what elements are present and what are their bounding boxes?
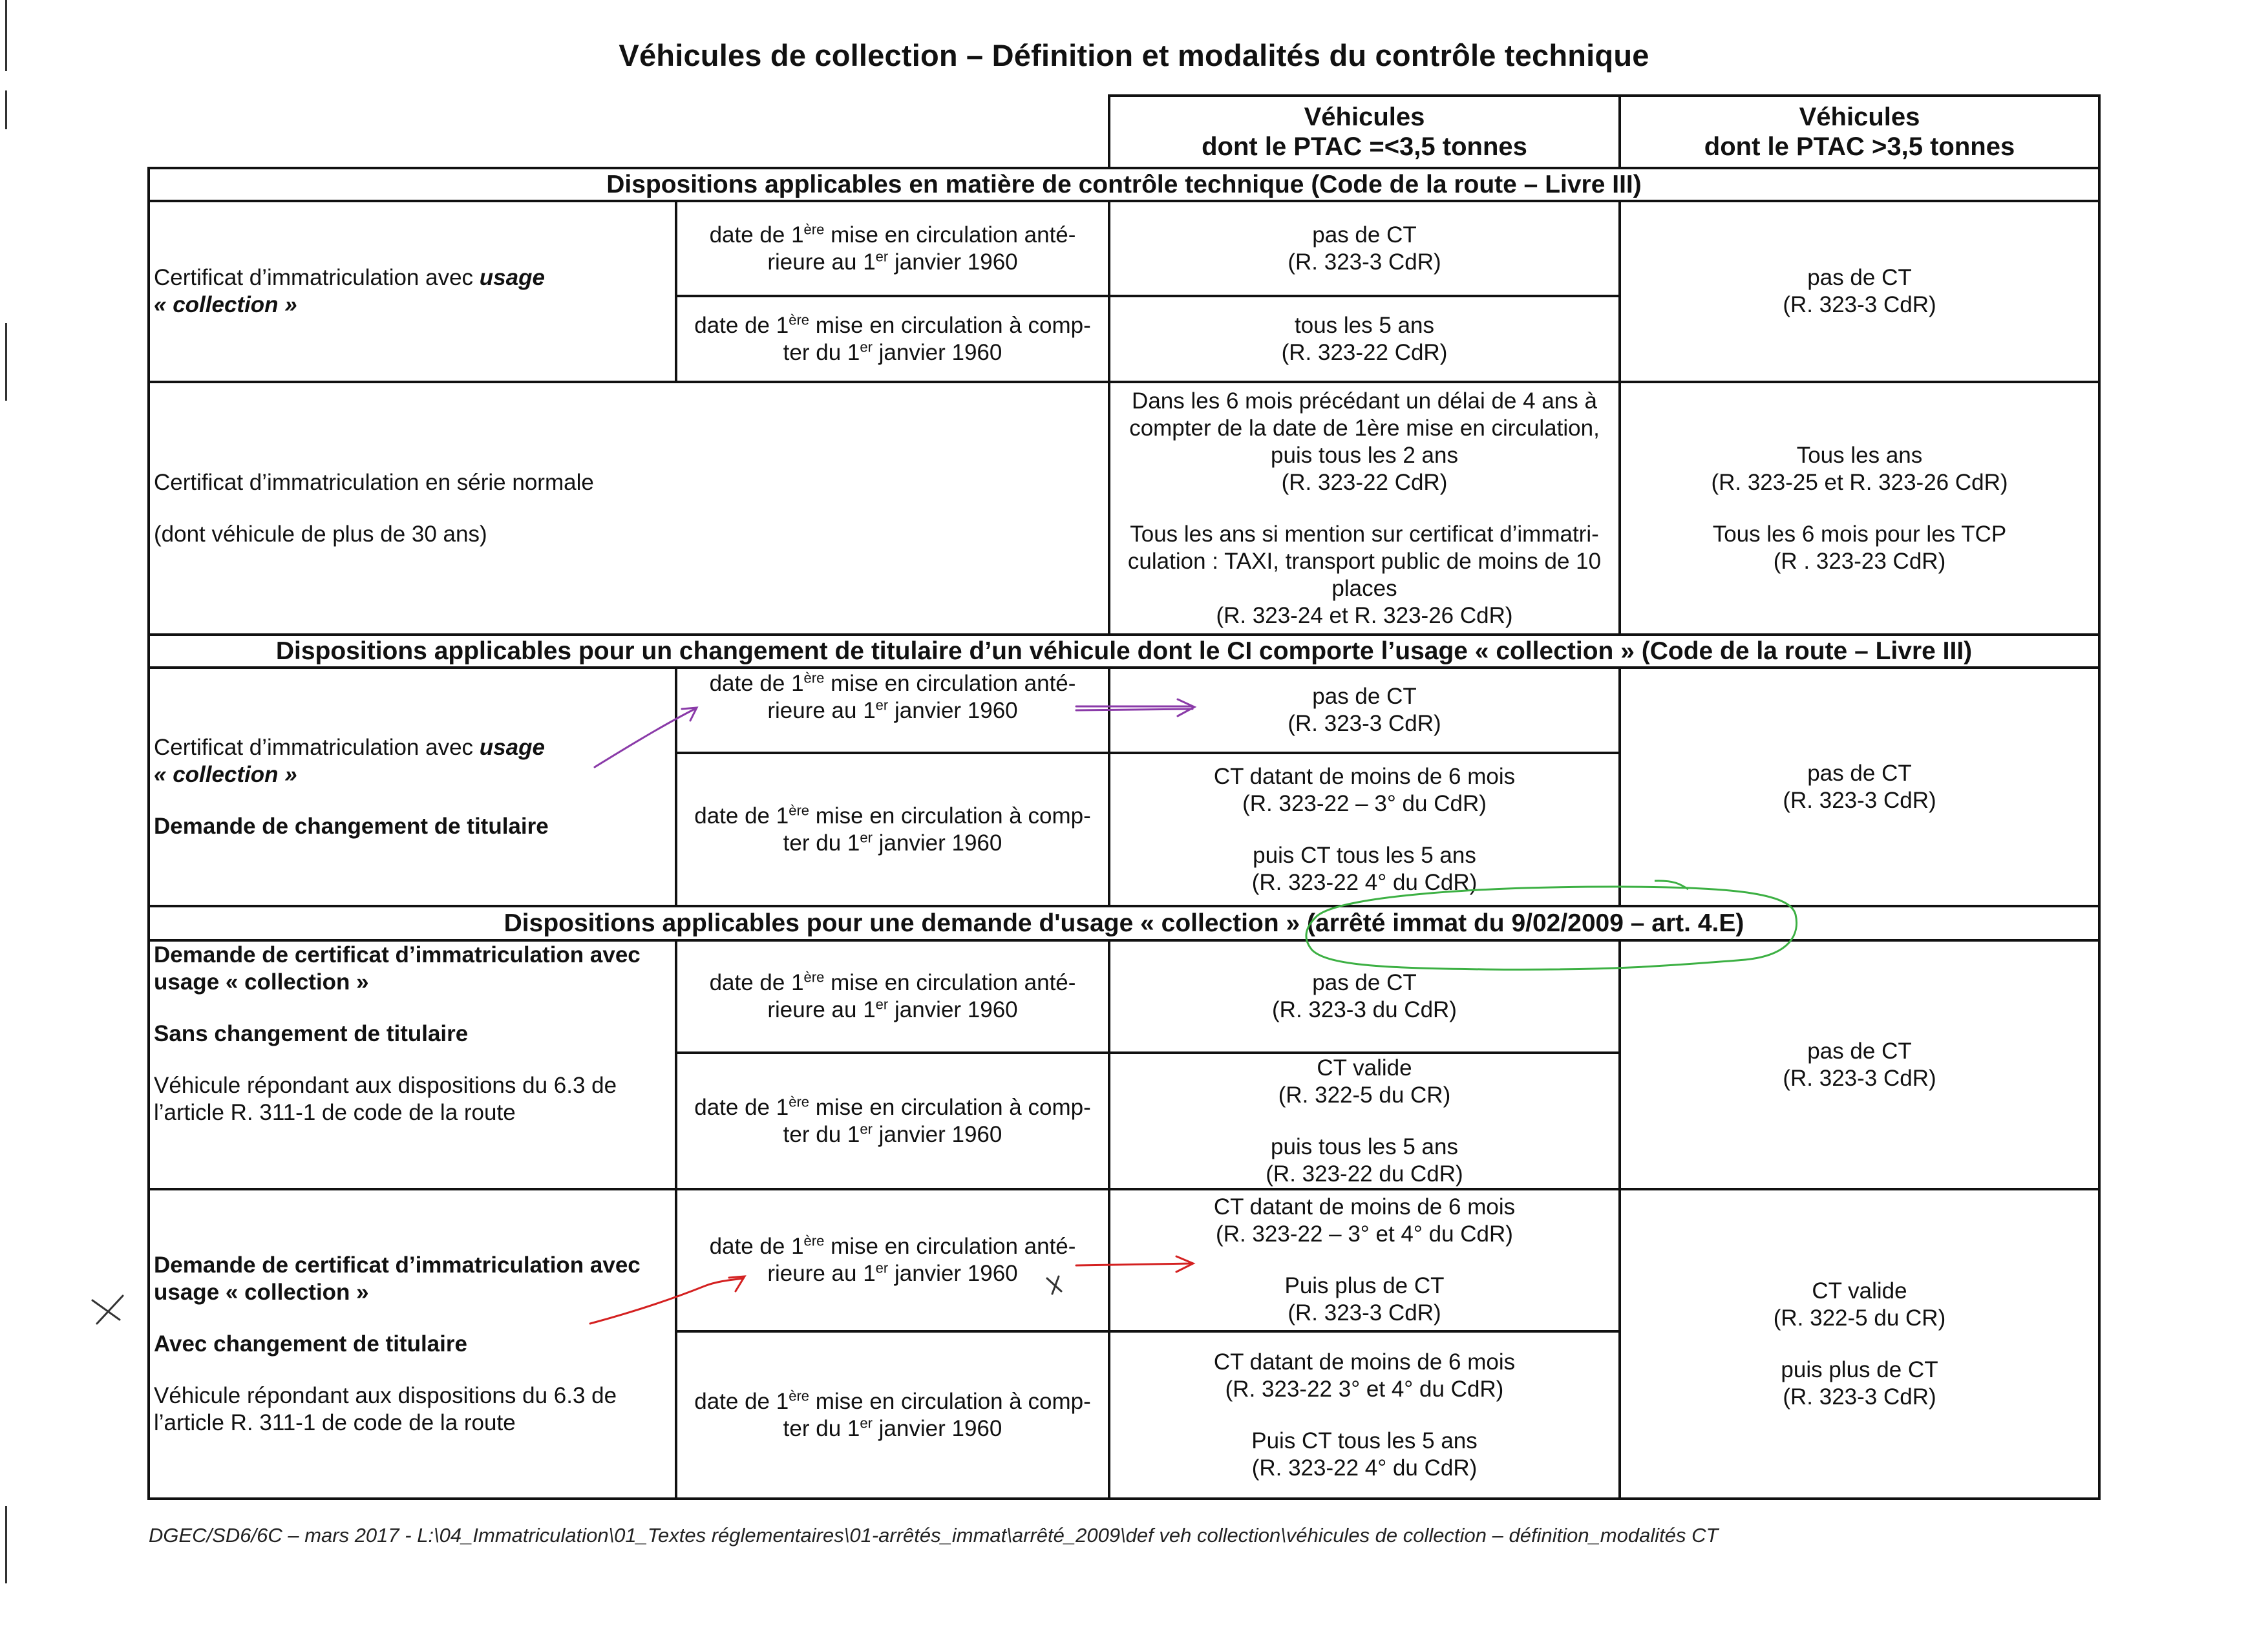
date-sup: ère (803, 969, 825, 986)
rule-line: puis CT tous les 5 ans (1253, 842, 1476, 868)
date-text: date de 1 (694, 803, 789, 829)
label-line: Véhicule répondant aux dispositions du 6.3 de (154, 1073, 617, 1098)
spacer (154, 1358, 675, 1382)
rule-cell (1621, 942, 2098, 1188)
date-line (694, 1388, 1091, 1415)
rule-line: Dans les 6 mois précédant un délai de 4 ans à (1132, 388, 1597, 414)
spacer (154, 996, 675, 1020)
rule-line: (R. 322-5 du CR) (1773, 1305, 1946, 1331)
date-text: rieure au 1 (767, 997, 876, 1022)
date-text: rieure au 1 (767, 249, 876, 275)
header-light-vehicles (1110, 97, 1618, 167)
rule-line: (R. 323-22 4° du CdR) (1251, 1455, 1478, 1481)
date-text: date de 1 (709, 222, 804, 248)
date-text: rieure au 1 (767, 1261, 876, 1286)
label-line: Avec changement de titulaire (154, 1331, 467, 1357)
label-line: (dont véhicule de plus de 30 ans) (154, 521, 487, 547)
rule-line: (R. 323-3 CdR) (1783, 1065, 1936, 1091)
date-sup: er (860, 1414, 873, 1431)
section-heading: Dispositions applicables en matière de contrôle technique (Code de la route – Livre III) (606, 170, 1642, 198)
date-sup: ère (789, 1093, 810, 1110)
date-sup: er (860, 1120, 873, 1137)
date-text: mise en circulation anté- (824, 1234, 1076, 1259)
page-title: Véhicules de collection – Définition et modalités du contrôle technique (619, 38, 1649, 72)
row-label (150, 202, 675, 381)
rule-line: CT valide (1812, 1278, 1907, 1304)
rule-line: (R. 323-22 CdR) (1281, 469, 1448, 495)
rule-line: pas de CT (1312, 222, 1417, 248)
label-emphasis: « collection » (154, 761, 297, 787)
date-before-1960 (677, 669, 1108, 752)
label-line (154, 734, 675, 761)
rule-line: CT valide (1317, 1055, 1412, 1081)
scan-margin-mark (5, 1506, 7, 1583)
footer-path: DGEC/SD6/6C – mars 2017 - L:\04_Immatriculation\01_Textes réglementaires\01-arrêtés_immat\arrêté_2009\def veh collection\véhicules de collection – définition_modalités CT (149, 1524, 1719, 1547)
date-sup: er (875, 248, 889, 264)
date-text: ter du 1 (783, 1415, 860, 1441)
row-label (150, 383, 1101, 633)
date-text: janvier 1960 (872, 1415, 1002, 1441)
rule-line: (R. 323-3 CdR) (1783, 787, 1936, 813)
rule-line: (R. 323-3 CdR) (1288, 711, 1441, 736)
rule-cell (1621, 1190, 2098, 1497)
scan-margin-mark (5, 0, 7, 71)
date-text: janvier 1960 (888, 249, 1018, 275)
date-text: mise en circulation à comp- (809, 1388, 1091, 1414)
date-before-1960 (677, 942, 1108, 1051)
date-line (710, 670, 1076, 697)
date-text: ter du 1 (783, 339, 860, 365)
date-text: mise en circulation anté- (824, 222, 1076, 248)
date-sup: er (860, 338, 873, 355)
section-heading: Dispositions applicables pour un changement de titulaire d’un véhicule dont le CI comporte l’usage « collection » (Code de la route – Livre III) (275, 637, 1973, 665)
date-text: ter du 1 (783, 1121, 860, 1147)
rule-line: puis tous les 2 ans (1271, 442, 1458, 468)
label-line: l’article R. 311-1 de code de la route (154, 1410, 516, 1435)
date-text: janvier 1960 (872, 339, 1002, 365)
row-label (150, 942, 675, 1188)
rule-line: pas de CT (1807, 760, 1912, 786)
date-text: janvier 1960 (872, 1121, 1002, 1147)
date-line (694, 1094, 1091, 1121)
date-line (694, 803, 1091, 830)
rule-line: Puis CT tous les 5 ans (1251, 1428, 1478, 1453)
date-after-1960 (677, 297, 1108, 381)
rule-line: CT datant de moins de 6 mois (1213, 1194, 1516, 1220)
rule-line: (R. 323-22 3° et 4° du CdR) (1225, 1376, 1504, 1402)
date-sup: ère (789, 801, 810, 818)
rule-cell (1621, 669, 2098, 905)
rule-line: (R. 323-3 CdR) (1783, 292, 1936, 317)
rule-line: CT datant de moins de 6 mois (1213, 763, 1516, 789)
rule-cell (1110, 1333, 1618, 1497)
label-emphasis: « collection » (154, 292, 297, 317)
rule-line: (R. 323-22 4° du CdR) (1251, 869, 1478, 895)
date-after-1960 (677, 754, 1108, 905)
rule-line: tous les 5 ans (1295, 312, 1434, 338)
date-text: date de 1 (709, 970, 804, 995)
rule-line: puis plus de CT (1781, 1357, 1938, 1382)
date-line (767, 697, 1017, 724)
rule-cell (1110, 297, 1618, 381)
scan-margin-mark (5, 323, 7, 401)
rule-cell (1621, 202, 2098, 381)
rule-line: (R. 323-3 CdR) (1288, 1300, 1441, 1326)
rule-line: (R. 323-22 CdR) (1281, 339, 1448, 365)
rule-line: compter de la date de 1ère mise en circulation, (1129, 415, 1600, 441)
rule-cell (1110, 942, 1618, 1051)
rule-cell (1110, 754, 1618, 905)
grid-line (2098, 94, 2101, 1500)
header-heavy-line: Véhicules (1799, 103, 1920, 131)
spacer (154, 1048, 675, 1072)
header-heavy-line: dont le PTAC >3,5 tonnes (1704, 132, 2015, 161)
date-sup: er (875, 1260, 889, 1276)
date-after-1960 (677, 1054, 1108, 1188)
rule-line: (R. 323-22 – 3° et 4° du CdR) (1216, 1221, 1513, 1247)
grid-line (147, 1497, 2101, 1500)
rule-cell (1110, 1054, 1618, 1188)
rule-cell (1110, 202, 1618, 295)
header-heavy-vehicles (1621, 97, 2098, 167)
date-line (783, 1415, 1002, 1442)
rule-line: Tous les 6 mois pour les TCP (1712, 521, 2007, 547)
date-text: janvier 1960 (888, 997, 1018, 1022)
label-line: Certificat d’immatriculation en série normale (154, 469, 594, 495)
date-text: janvier 1960 (872, 830, 1002, 856)
rule-line: (R. 322-5 du CR) (1278, 1082, 1451, 1108)
label-line: usage « collection » (154, 1279, 369, 1305)
date-text: ter du 1 (783, 830, 860, 856)
date-line (710, 1233, 1076, 1260)
date-line (767, 249, 1017, 276)
label-line: Demande de changement de titulaire (154, 813, 549, 839)
rule-line: pas de CT (1807, 265, 1912, 290)
date-sup: ère (803, 670, 825, 686)
date-text: mise en circulation anté- (824, 970, 1076, 995)
rule-cell (1621, 383, 2098, 633)
rule-line: pas de CT (1312, 684, 1417, 709)
rule-cell (1110, 669, 1618, 752)
rule-line: Puis plus de CT (1284, 1273, 1445, 1298)
date-text: date de 1 (694, 1388, 789, 1414)
date-line (710, 222, 1076, 249)
date-sup: ère (789, 1387, 810, 1404)
row-label (150, 669, 675, 905)
section-heading: Dispositions applicables pour une demande d'usage « collection » (arrêté immat du 9/02/2009 – art. 4.E) (503, 909, 1744, 937)
label-line (154, 264, 675, 291)
date-line (783, 830, 1002, 857)
spacer (154, 788, 675, 813)
date-line (710, 969, 1076, 997)
rule-line: puis tous les 5 ans (1271, 1134, 1458, 1159)
spacer (154, 1306, 675, 1331)
date-after-1960 (677, 1333, 1108, 1497)
label-line: Véhicule répondant aux dispositions du 6.3 de (154, 1382, 617, 1408)
date-text: janvier 1960 (888, 1261, 1018, 1286)
date-sup: ère (789, 311, 810, 328)
rule-line: (R. 323-3 CdR) (1783, 1384, 1936, 1410)
date-sup: er (875, 996, 889, 1013)
rule-cell (1110, 1190, 1618, 1330)
date-before-1960 (677, 202, 1108, 295)
date-text: mise en circulation à comp- (809, 312, 1091, 338)
date-text: date de 1 (694, 1094, 789, 1120)
date-line (767, 1260, 1017, 1287)
rule-line: (R. 323-24 et R. 323-26 CdR) (1216, 602, 1513, 628)
rule-line: pas de CT (1807, 1038, 1912, 1064)
rule-line: pas de CT (1312, 970, 1417, 995)
date-before-1960 (677, 1190, 1108, 1330)
label-line: Sans changement de titulaire (154, 1021, 469, 1046)
date-line (783, 339, 1002, 366)
date-text: mise en circulation anté- (824, 671, 1076, 696)
date-text: date de 1 (709, 671, 804, 696)
date-text: date de 1 (709, 1234, 804, 1259)
rule-line: (R . 323-23 CdR) (1773, 548, 1946, 574)
rule-line: Tous les ans (1796, 442, 1923, 468)
label-text: Certificat d’immatriculation avec (154, 265, 480, 290)
rule-cell (1110, 383, 1618, 633)
rule-line: (R. 323-3 du CdR) (1272, 997, 1457, 1022)
label-line: usage « collection » (154, 969, 369, 995)
header-light-line: Véhicules (1304, 103, 1425, 131)
rule-line: (R. 323-25 et R. 323-26 CdR) (1711, 469, 2008, 495)
scan-margin-mark (5, 90, 7, 129)
spacer (154, 496, 1101, 521)
date-sup: er (875, 697, 889, 713)
date-text: mise en circulation à comp- (809, 803, 1091, 829)
rule-line: places (1331, 575, 1397, 601)
rule-line: culation : TAXI, transport public de moins de 10 (1127, 548, 1602, 574)
date-sup: ère (803, 220, 825, 237)
rule-line: (R. 323-22 du CdR) (1266, 1161, 1463, 1187)
date-text: rieure au 1 (767, 698, 876, 723)
rule-line: (R. 323-3 CdR) (1288, 249, 1441, 275)
header-light-line: dont le PTAC =<3,5 tonnes (1202, 132, 1527, 161)
date-text: date de 1 (694, 312, 789, 338)
row-label (150, 1190, 675, 1497)
rule-line: CT datant de moins de 6 mois (1213, 1349, 1516, 1375)
label-emphasis: usage (479, 265, 545, 290)
date-line (767, 997, 1017, 1024)
date-sup: er (860, 829, 873, 845)
label-text: Certificat d’immatriculation avec (154, 734, 480, 760)
label-line: Demande de certificat d’immatriculation avec (154, 1252, 641, 1278)
date-text: mise en circulation à comp- (809, 1094, 1091, 1120)
date-sup: ère (803, 1232, 825, 1249)
rule-line: Tous les ans si mention sur certificat d’immatri- (1130, 521, 1599, 547)
label-emphasis: usage (479, 734, 545, 760)
date-text: janvier 1960 (888, 698, 1018, 723)
label-line: l’article R. 311-1 de code de la route (154, 1100, 516, 1125)
date-line (783, 1121, 1002, 1148)
label-line: Demande de certificat d’immatriculation avec (154, 942, 641, 967)
rule-line: (R. 323-22 – 3° du CdR) (1242, 790, 1487, 816)
date-line (694, 312, 1091, 339)
